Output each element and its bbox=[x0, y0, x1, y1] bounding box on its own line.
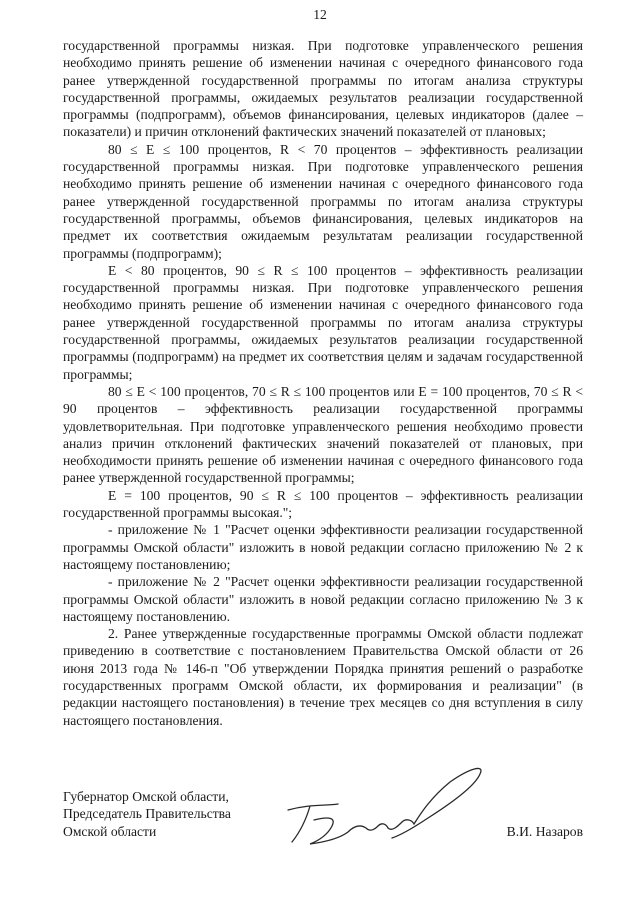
signatory-title-line-3: Омской области bbox=[63, 823, 157, 839]
signature-block bbox=[63, 788, 583, 848]
page-number: 12 bbox=[313, 7, 327, 22]
signatory-title-line-1: Губернатор Омской области, bbox=[63, 789, 229, 804]
paragraph: - приложение № 2 "Расчет оценки эффективности реализации государственной программы Омской области" изложить в новой редакции согласно приложению № 3 к настоящему постановлению. bbox=[63, 574, 583, 624]
signatory-title-line-2: Председатель Правительства bbox=[63, 806, 231, 822]
paragraph: 80 ≤ E < 100 процентов, 70 ≤ R ≤ 100 процентов или E = 100 процентов, 70 ≤ R < 90 процентов – эффективность реализации государственной программы удовлетворительная. При подготовке управленческого решения необходимо провести анализ причин отклонений фактических значений показателей от плановых, при необходимости принять решение об изменении начиная с очередного финансового года ранее утвержденной государственной программы; bbox=[63, 383, 583, 486]
paragraph: E < 80 процентов, 90 ≤ R ≤ 100 процентов – эффективность реализации государственной программы низкая. При подготовке управленческого решения необходимо принять решение об изменении начиная с очередного финансового года ранее утвержденной государственной программы по итогам анализа структуры государственной программы, ожидаемых результатов реализации государственной программы (подпрограмм) на предмет их соответствия целям и задачам государственной программы; bbox=[63, 262, 583, 382]
paragraph: государственной программы низкая. При подготовке управленческого решения необходимо принять решение об изменении начиная с очередного финансового года ранее утвержденной государственной программы по итогам анализа структуры государственной программы, ожидаемых результатов реализации государственной программы (подпрограмм), объемов финансирования, целевых индикаторов (далее – показатели) и причин отклонений фактических значений показателей от плановых; bbox=[63, 38, 583, 140]
paragraph: E = 100 процентов, 90 ≤ R ≤ 100 процентов – эффективность реализации государственной программы высокая."; bbox=[63, 487, 583, 521]
document-body bbox=[63, 37, 583, 729]
paragraph: 80 ≤ E ≤ 100 процентов, R < 70 процентов – эффективность реализации государственной программы низкая. При подготовке управленческого решения необходимо принять решение об изменении начиная с очередного финансового года ранее утвержденной государственной программы по итогам анализа структуры государственной программы, объемов финансирования, целевых индикаторов на предмет их соответствия ожидаемым результатам реализации государственной программы (подпрограмм); bbox=[63, 141, 583, 261]
signatory-name: В.И. Назаров bbox=[506, 824, 583, 839]
paragraph: - приложение № 1 "Расчет оценки эффективности реализации государственной программы Омской области" изложить в новой редакции согласно приложению № 2 к настоящему постановлению; bbox=[63, 522, 583, 572]
paragraph: 2. Ранее утвержденные государственные программы Омской области подлежат приведению в соответствие с постановлением Правительства Омской области от 26 июня 2013 года № 146-п "Об утверждении Порядка принятия решений о разработке государственных программ Омской области, их формирования и реализации" (в редакции настоящего постановления) в течение трех месяцев со дня вступления в силу настоящего постановления. bbox=[63, 626, 583, 728]
